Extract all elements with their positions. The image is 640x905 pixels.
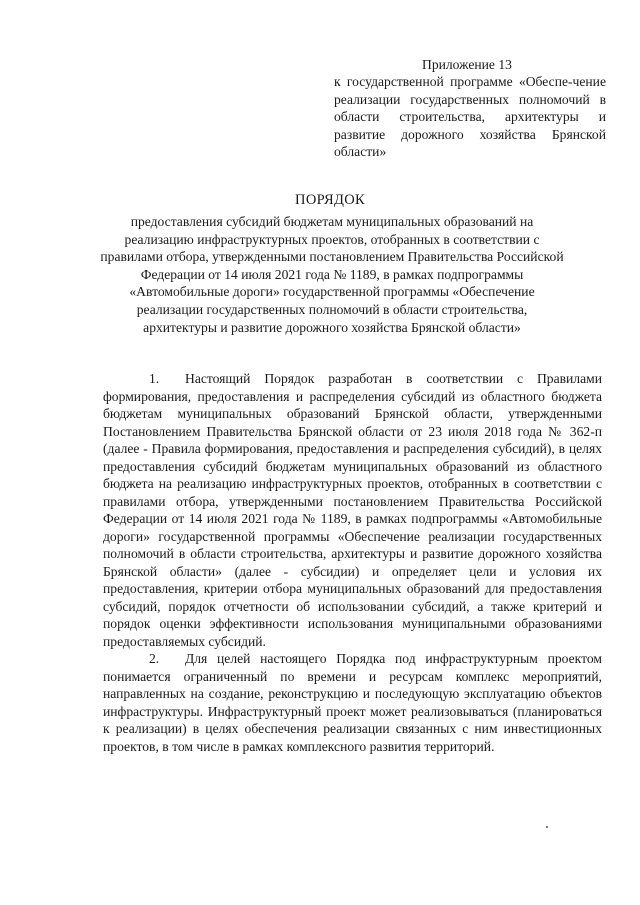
document-subtitle: предоставления субсидий бюджетам муниципальных образований на реализацию инфраструктурных проектов, отобранных в соответствии с правилами отбора, утвержденными постановлением Правительства Российской Федерации от 14 июля 2021 года № 1189, в рамках подпрограммы «Автомобильные дороги» государственной программы «Обеспечение реализации государственных полномочий в области строительства, архитектуры и развитие дорожного хозяйства Брянской области» bbox=[100, 214, 564, 335]
paragraph-1-number: 1. bbox=[149, 371, 160, 386]
paragraph-1-text: Настоящий Порядок разработан в соответствии с Правилами формирования, предоставления и распределения субсидий из областного бюджета бюджетам муниципальных образований Брянской области, утвержденными Постановлением Правительства Брянской области от 23 июля 2018 года № 362-п (далее - Правила формирования, предоставления и распределения субсидий), в целях предоставления субсидий бюджетам муниципальных образований из областного бюджета на реализацию инфраструктурных проектов, отобранных в соответствии с правилами отбора, утвержденными постановлением Правительства Российской Федерации от 14 июля 2021 года № 1189, в рамках подпрограммы «Автомобильные дороги» государственной программы «Обеспечение реализации государственных полномочий в области строительства, архитектуры и развитие дорожного хозяйства Брянской области» (далее - субсидии) и определяет цели и условия их предоставления, критерии отбора муниципальных образований для предоставления субсидий, порядок отчетности об использовании субсидий, а также критерий и порядок оценки эффективности использования муниципальными образованиями предоставляемых субсидий. bbox=[103, 371, 602, 649]
document-body bbox=[103, 370, 602, 755]
paragraph-1 bbox=[103, 370, 602, 650]
annex-number: Приложение 13 bbox=[422, 57, 512, 72]
scan-speck bbox=[546, 826, 548, 828]
annex-program-reference: к государственной программе «Обеспе-чение реализации государственных полномочий в области строительства, архитектуры и развитие дорожного хозяйства Брянской области» bbox=[334, 74, 606, 160]
document-title: ПОРЯДОК bbox=[295, 192, 365, 208]
paragraph-2 bbox=[103, 650, 602, 755]
paragraph-2-text: Для целей настоящего Порядка под инфраструктурным проектом понимается ограниченный по времени и ресурсам комплекс мероприятий, направленных на создание, реконструкцию и последующую эксплуатацию объектов инфраструктуры. Инфраструктурный проект может реализовываться (планироваться к реализации) в целях обеспечения реализации связанных с ним инвестиционных проектов, в том числе в рамках комплексного развития территорий. bbox=[103, 651, 602, 754]
paragraph-2-number: 2. bbox=[149, 651, 160, 666]
annex-header bbox=[334, 56, 606, 160]
